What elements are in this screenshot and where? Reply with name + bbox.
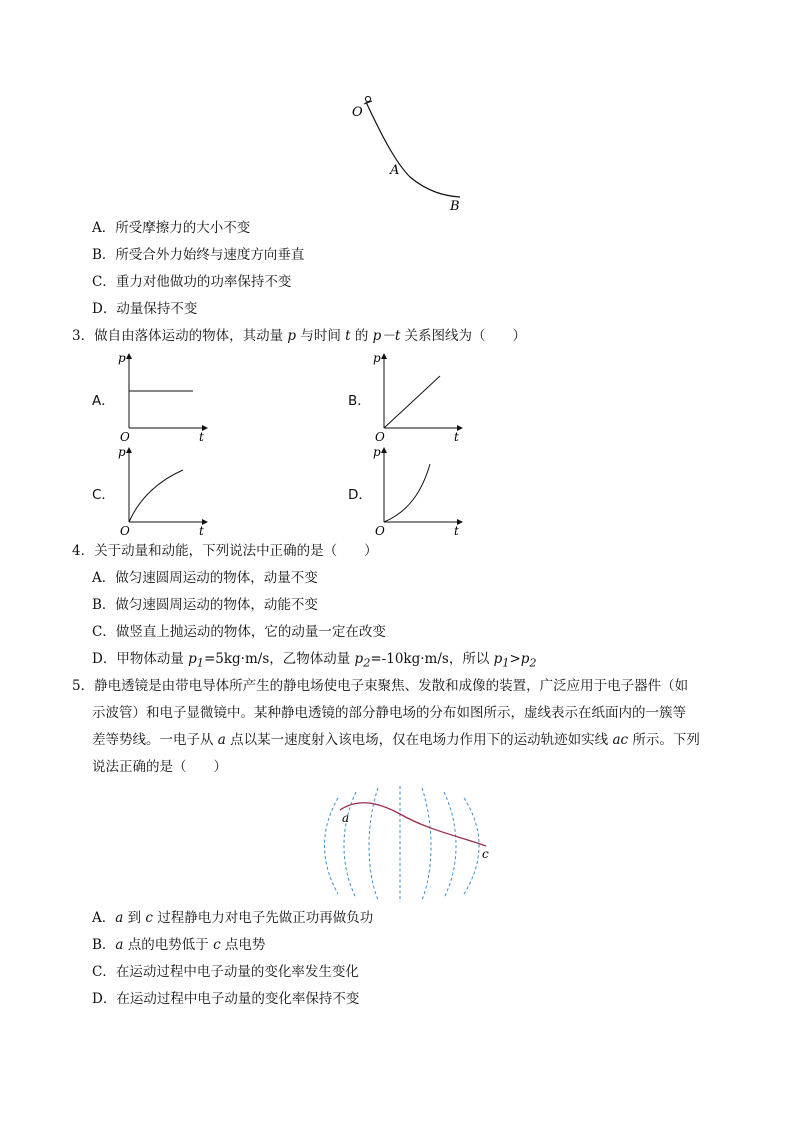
q5-option-b: B．a 点的电势低于 c 点电势	[92, 937, 266, 953]
q3-stem: 3．做自由落体运动的物体，其动量 p 与时间 t 的 p－t 关系图线为（ ）	[72, 328, 527, 344]
slope-curve	[366, 102, 460, 197]
q5-stem-line3: 差等势线。一电子从 a 点以某一速度射入该电场，仅在电场力作用下的运动轨迹如实线 ac 所示。下列	[92, 732, 700, 748]
graph-b	[370, 348, 470, 444]
q5-option-c: C．在运动过程中电子动量的变化率发生变化	[92, 964, 359, 980]
q5-option-d: D．在运动过程中电子动量的变化率保持不变	[92, 991, 360, 1007]
q2-option-d: D．动量保持不变	[92, 301, 198, 317]
curve-linear	[384, 376, 440, 428]
origin-o: O	[120, 524, 130, 538]
q4-option-b: B．做匀速圆周运动的物体，动能不变	[92, 597, 318, 613]
q4-option-a: A．做匀速圆周运动的物体，动量不变	[92, 570, 318, 586]
q2-option-b: B．所受合外力始终与速度方向垂直	[92, 247, 305, 263]
axis-t: t	[454, 524, 459, 538]
skier-icon	[365, 96, 370, 101]
origin-o: O	[375, 524, 385, 538]
label-o: O	[352, 105, 363, 120]
q3-label-c: C．	[92, 487, 115, 503]
axis-t: t	[199, 524, 204, 538]
q5-stem-line1: 5．静电透镜是由带电导体所产生的静电场使电子束聚焦、发散和成像的装置，广泛应用于电子器件（如	[72, 678, 689, 694]
q3-label-d: D．	[348, 487, 372, 503]
graph-d	[370, 442, 470, 538]
axis-t: t	[454, 430, 459, 444]
label-c: c	[482, 847, 489, 861]
q5-stem-line4: 说法正确的是（ ）	[92, 759, 227, 775]
q3-label-a: A．	[92, 393, 115, 409]
q4-option-d: D．甲物体动量 $p_1=5kg\cdot m/s$，乙物体动量 $p_2=-10kg\cdot m/s$，所以 $p_1>p_2$	[92, 651, 537, 670]
q5-stem-line2: 示波管）和电子显微镜中。某种静电透镜的部分静电场的分布如图所示，虚线表示在纸面内的一簇等	[92, 705, 686, 721]
electrostatic-lens-figure	[318, 784, 498, 902]
label-a: a	[342, 811, 350, 825]
axis-p: p	[373, 351, 381, 365]
equipotential-lines	[325, 786, 480, 902]
q2-option-a: A．所受摩擦力的大小不变	[92, 220, 251, 236]
q4-stem: 4．关于动量和动能，下列说法中正确的是（ ）	[72, 543, 378, 559]
label-b: B	[450, 199, 460, 214]
q2-option-c: C．重力对他做功的功率保持不变	[92, 274, 292, 290]
axis-p: p	[118, 445, 126, 459]
curve-concave-down	[129, 470, 183, 522]
origin-o: O	[120, 430, 130, 444]
axis-t: t	[199, 430, 204, 444]
graph-a	[115, 348, 215, 444]
q4-option-c: C．做竖直上抛运动的物体，它的动量一定在改变	[92, 624, 386, 640]
axis-p: p	[118, 351, 126, 365]
electron-trajectory	[340, 803, 486, 846]
curve-concave-up	[384, 464, 430, 522]
origin-o: O	[375, 430, 385, 444]
q3-label-b: B．	[348, 393, 371, 409]
axis-p: p	[373, 445, 381, 459]
label-a: A	[390, 163, 400, 178]
graph-c	[115, 442, 215, 538]
q5-option-a: A．a 到 c 过程静电力对电子先做正功再做负功	[92, 910, 374, 926]
slope-figure	[340, 92, 480, 216]
